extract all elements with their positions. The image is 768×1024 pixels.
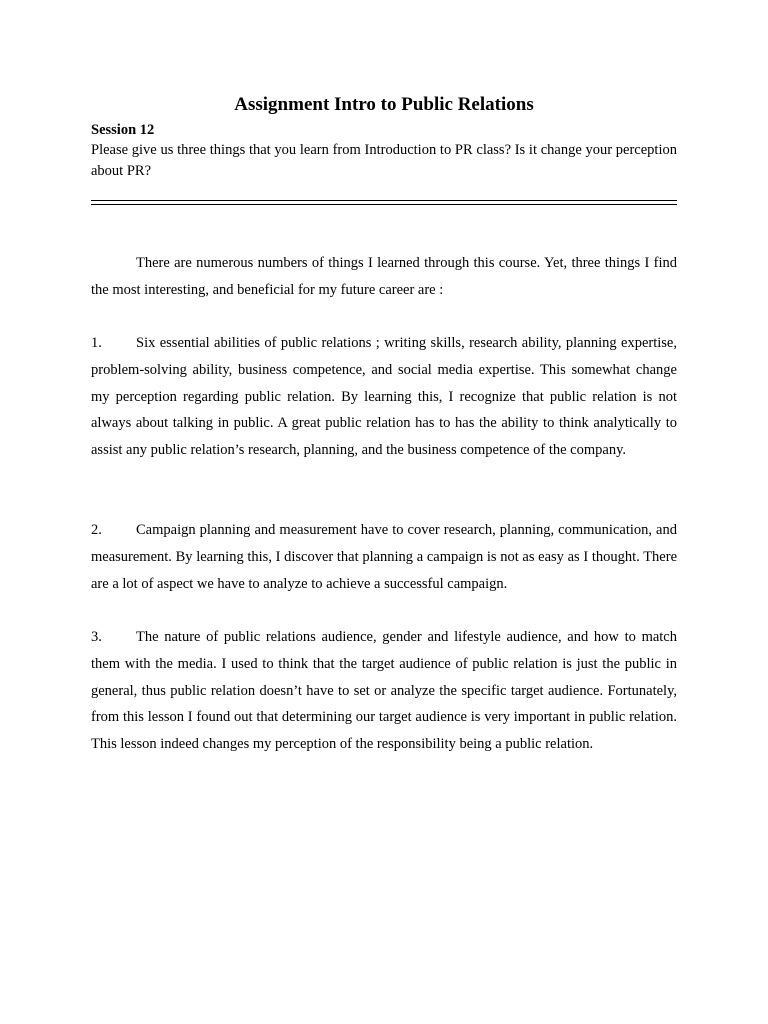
list-item-text: Six essential abilities of public relations ; writing skills, research ability, planning expertise, problem-solving ability, business competence, and social media expertise. This somewhat change my perception regarding public relation. By learning this, I recognize that public relation is not always about talking in public. A great public relation has to has the ability to think analytically to assist any public relation’s research, planning, and the business competence of the company. xyxy=(91,335,677,459)
list-item xyxy=(91,517,677,597)
session-label: Session 12 xyxy=(91,122,155,138)
list-item-number: 1. xyxy=(91,335,102,351)
assignment-question: Please give us three things that you learn from Introduction to PR class? Is it change your perception about PR? xyxy=(91,142,677,179)
document-title: Assignment Intro to Public Relations xyxy=(234,94,534,115)
list-item-number: 3. xyxy=(91,629,102,645)
list-item xyxy=(91,330,677,464)
list-item xyxy=(91,624,677,758)
double-rule-top xyxy=(91,200,677,201)
list-item-text: Campaign planning and measurement have to cover research, planning, communication, and measurement. By learning this, I discover that planning a campaign is not as easy as I thought. There are a lot of aspect we have to analyze to achieve a successful campaign. xyxy=(91,522,677,592)
double-rule-bottom xyxy=(91,204,677,205)
list-item-text: The nature of public relations audience, gender and lifestyle audience, and how to match them with the media. I used to think that the target audience of public relation is just the public in general, thus public relation doesn’t have to set or analyze the specific target audience. Fortunately, from this lesson I found out that determining our target audience is very important in public relation. This lesson indeed changes my perception of the responsibility being a public relation. xyxy=(91,629,677,753)
list-item-number: 2. xyxy=(91,522,102,538)
intro-paragraph: There are numerous numbers of things I learned through this course. Yet, three things I find the most interesting, and beneficial for my future career are : xyxy=(91,255,677,298)
